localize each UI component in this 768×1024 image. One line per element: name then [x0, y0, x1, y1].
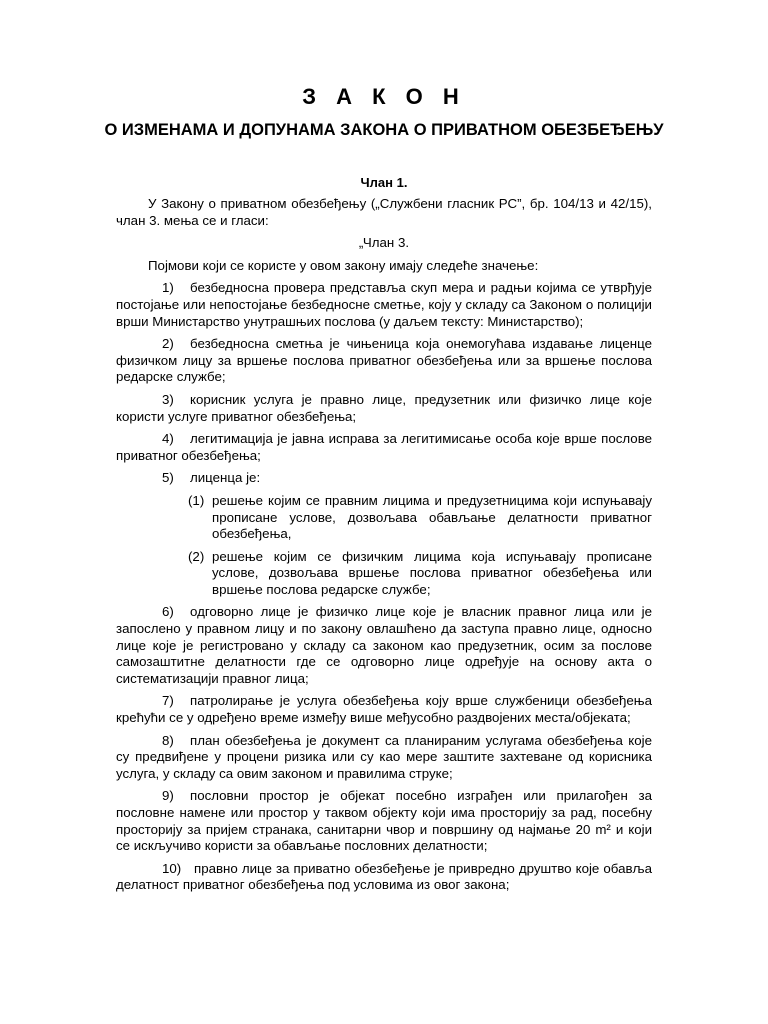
item-text: безбедносна провера представља скуп мера и радњи којима се утврђује постојање или непостојање безбедносне сметње, коју у складу са Законом о полицији врши Министарство унутрашњих послова (у даљем тексту: Министарство);	[116, 280, 652, 329]
article-heading: Члан 1.	[360, 175, 408, 190]
item-text: правно лице за приватно обезбеђење је привредно друштво које обавља делатност приватног обезбеђења под условима из овог закона;	[116, 860, 652, 893]
definition-item	[116, 470, 652, 487]
item-number: 1)	[162, 280, 174, 296]
item-number: 9)	[162, 788, 174, 804]
item-number: 6)	[162, 604, 174, 620]
definition-item	[116, 280, 652, 330]
sub-item	[116, 549, 652, 599]
law-subtitle: О ИЗМЕНАМА И ДОПУНАМА ЗАКОНА О ПРИВАТНОМ ОБЕЗБЕЂЕЊУ	[104, 121, 664, 139]
item-text: безбедносна сметња је чињеница која онемогућава издавање лиценце физичком лицу за вршење послова приватног обезбеђења или за вршење послова редарске службе;	[116, 336, 652, 385]
item-text: легитимација је јавна исправа за легитимисање особа које врше послове приватног обезбеђења;	[116, 431, 652, 463]
definition-item	[116, 431, 652, 464]
item-text: одговорно лице је физичко лице које је власник правног лица или је запослено у правном лицу и по закону овлашћено да заступа правно лице, односно лице које је регистровано у складу са законом као предузетник, осим за послове самозаштитне делатности где се одговорно лице одређује на основу акта о систематизацији правног лица;	[116, 604, 652, 686]
sub-item-number: (1)	[188, 492, 205, 508]
item-text: корисник услуга је правно лице, предузетник или физичко лице које користи услуге приватног обезбеђења;	[116, 391, 652, 424]
sub-item-text: решење којим се физичким лицима која испуњавају прописане услове, дозвољава вршење послова приватног обезбеђења или вршење послова редарске службе;	[212, 548, 652, 597]
item-text: лиценца је:	[190, 470, 261, 486]
item-number: 7)	[162, 693, 174, 709]
item-number: 5)	[162, 470, 174, 486]
document-body	[116, 196, 652, 900]
definition-item	[116, 604, 652, 687]
definition-item	[116, 733, 652, 783]
item-number: 10)	[162, 860, 182, 876]
item-number: 3)	[162, 391, 174, 407]
quoted-article-heading: „Члан 3.	[358, 235, 410, 251]
item-number: 4)	[162, 431, 174, 447]
definitions-intro: Појмови који се користе у овом закону имају следеће значење:	[148, 257, 539, 273]
definition-item	[116, 693, 652, 726]
item-text: план обезбеђења је документ са планираним услугама обезбеђења које су предвиђене у процени ризика или су као мере заштите захтеване од корисника услуга, у складу са овим законом и правилима струке;	[116, 732, 652, 781]
definition-item	[116, 392, 652, 425]
definition-item	[116, 788, 652, 854]
item-text: патролирање је услуга обезбеђења коју врше службеници обезбеђења крећући се у одређено време између више међусобно раздвојених места/објеката;	[116, 693, 652, 726]
item-number: 2)	[162, 336, 174, 352]
intro-paragraph: У Закону о приватном обезбеђењу („Службени гласник РС”, бр. 104/13 и 42/15), члан 3. мења се и гласи:	[116, 196, 652, 228]
sub-item-text: решење којим се правним лицима и предузетницима који испуњавају прописане услове, дозвољава обављање делатности приватног обезбеђења,	[212, 492, 652, 542]
item-text: пословни простор је објекат посебно изграђен или прилагођен за пословне намене или простор у таквом објекту који има просторију за рад, посебну просторију за пријем странака, санитарни чвор и површину од најмање 20 m² и који се искључиво користи за обављање пословних делатности;	[116, 788, 652, 854]
definition-item	[116, 336, 652, 386]
definition-item	[116, 861, 652, 894]
item-number: 8)	[162, 732, 174, 748]
law-title: З А К О Н	[302, 84, 466, 109]
sub-item	[116, 493, 652, 543]
sub-item-number: (2)	[188, 548, 205, 564]
